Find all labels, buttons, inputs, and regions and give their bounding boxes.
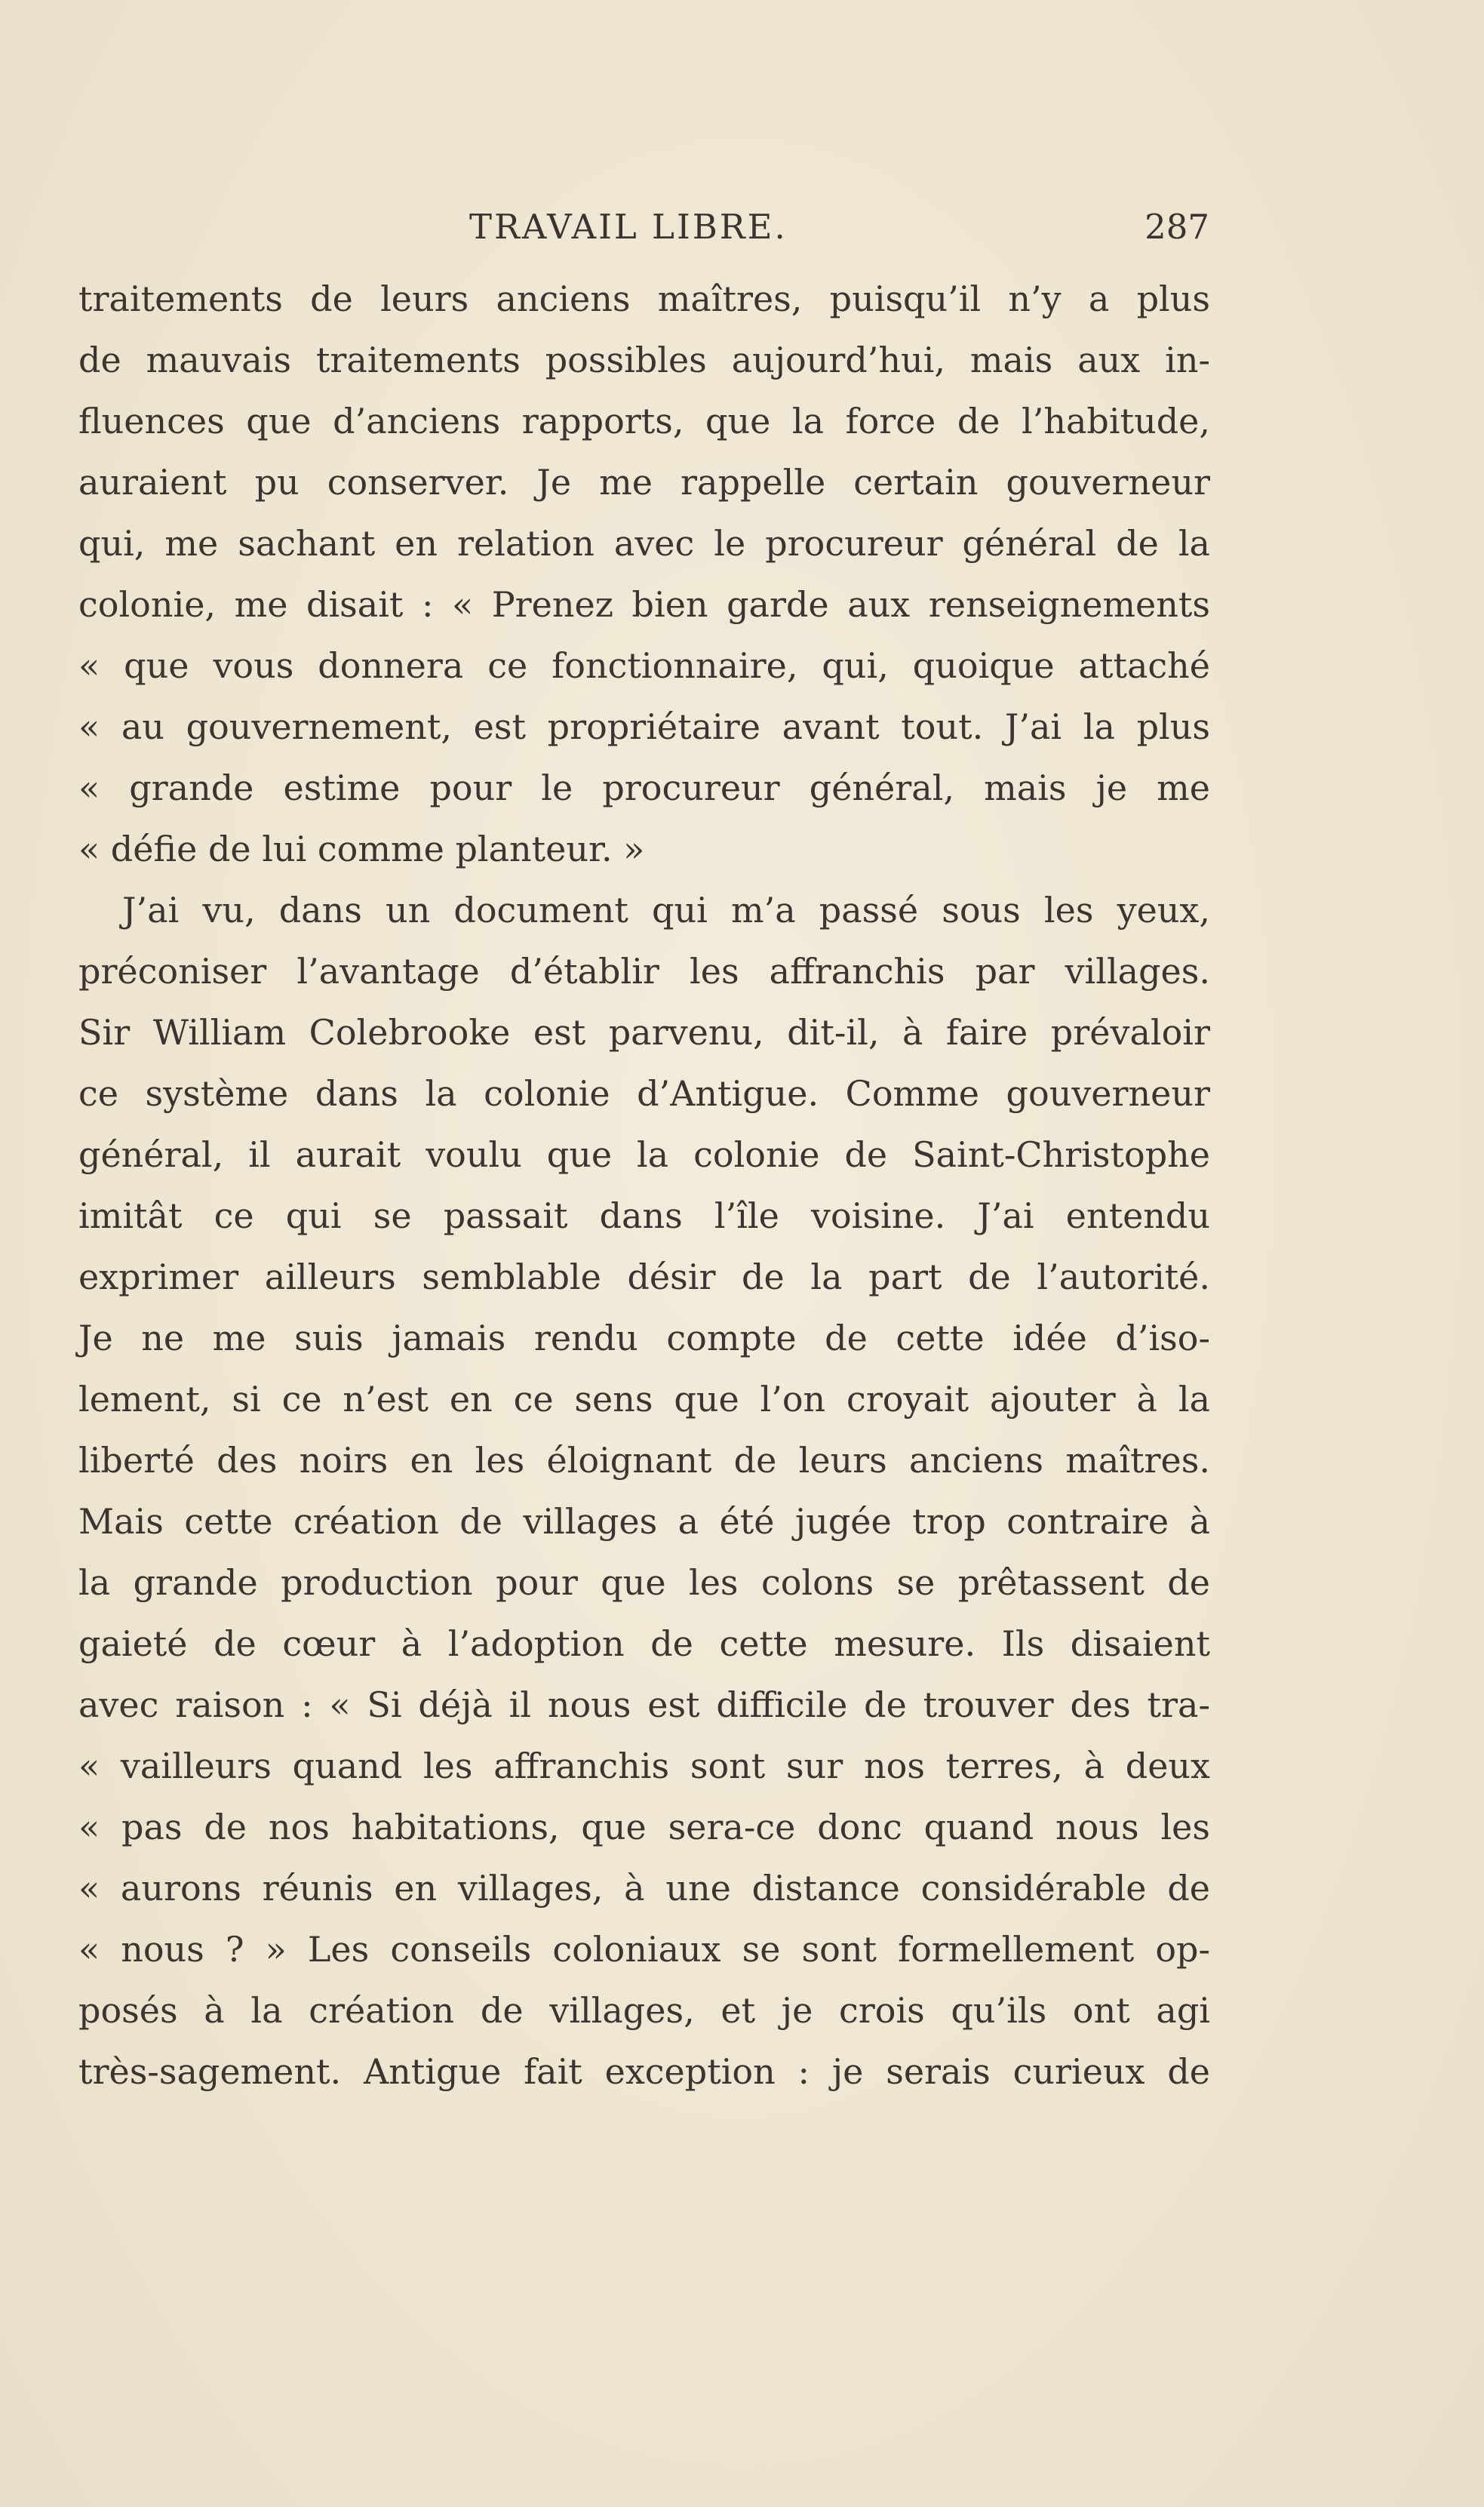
text-line: « que vous donnera ce fonctionnaire, qui, quoique attaché [78, 645, 1210, 686]
text-line: imitât ce qui se passait dans l’île voisine. J’ai entendu [78, 1195, 1210, 1236]
page-header [89, 204, 1209, 257]
text-line: « pas de nos habitations, que sera-ce donc quand nous les [78, 1807, 1210, 1847]
text-line: Mais cette création de villages a été jugée trop contraire à [78, 1501, 1210, 1542]
text-line: « vailleurs quand les affranchis sont sur nos terres, à deux [78, 1746, 1210, 1786]
text-line: préconiser l’avantage d’établir les affranchis par villages. [78, 951, 1210, 992]
text-line: de mauvais traitements possibles aujourd’hui, mais aux in- [78, 340, 1210, 380]
text-line: posés à la création de villages, et je crois qu’ils ont agi [78, 1990, 1210, 2031]
text-line: très-sagement. Antigue fait exception : je serais curieux de [78, 2051, 1210, 2092]
text-line: la grande production pour que les colons se prêtassent de [78, 1562, 1210, 1603]
page-number: 287 [1144, 207, 1209, 247]
text-line: Je ne me suis jamais rendu compte de cette idée d’iso- [78, 1318, 1210, 1358]
text-line: gaieté de cœur à l’adoption de cette mesure. Ils disaient [78, 1623, 1210, 1664]
text-line: Sir William Colebrooke est parvenu, dit-il, à faire prévaloir [78, 1012, 1210, 1053]
text-line: avec raison : « Si déjà il nous est difficile de trouver des tra- [78, 1684, 1210, 1725]
text-line: auraient pu conserver. Je me rappelle certain gouverneur [78, 462, 1210, 503]
text-line: « grande estime pour le procureur général, mais je me [78, 767, 1210, 808]
text-line: « aurons réunis en villages, à une distance considérable de [78, 1868, 1210, 1909]
text-line: traitements de leurs anciens maîtres, puisqu’il n’y a plus [78, 278, 1210, 319]
body-text [78, 269, 1210, 2102]
text-line: général, il aurait voulu que la colonie de Saint-Christophe [78, 1134, 1210, 1175]
text-line: « nous ? » Les conseils coloniaux se sont formellement op- [78, 1929, 1210, 1970]
text-line: « défie de lui comme planteur. » [78, 829, 645, 869]
text-line: fluences que d’anciens rapports, que la force de l’habitude, [78, 401, 1210, 441]
text-line: « au gouvernement, est propriétaire avant tout. J’ai la plus [78, 706, 1210, 747]
text-line: colonie, me disait : « Prenez bien garde aux renseignements [78, 584, 1210, 625]
text-line: liberté des noirs en les éloignant de leurs anciens maîtres. [78, 1440, 1210, 1481]
text-line: J’ai vu, dans un document qui m’a passé sous les yeux, [122, 890, 1210, 931]
text-line: qui, me sachant en relation avec le procureur général de la [78, 523, 1210, 564]
text-line: lement, si ce n’est en ce sens que l’on croyait ajouter à la [78, 1379, 1210, 1420]
text-line: exprimer ailleurs semblable désir de la part de l’autorité. [78, 1257, 1210, 1297]
text-line: ce système dans la colonie d’Antigue. Comme gouverneur [78, 1073, 1210, 1114]
running-title: TRAVAIL LIBRE. [469, 207, 788, 247]
